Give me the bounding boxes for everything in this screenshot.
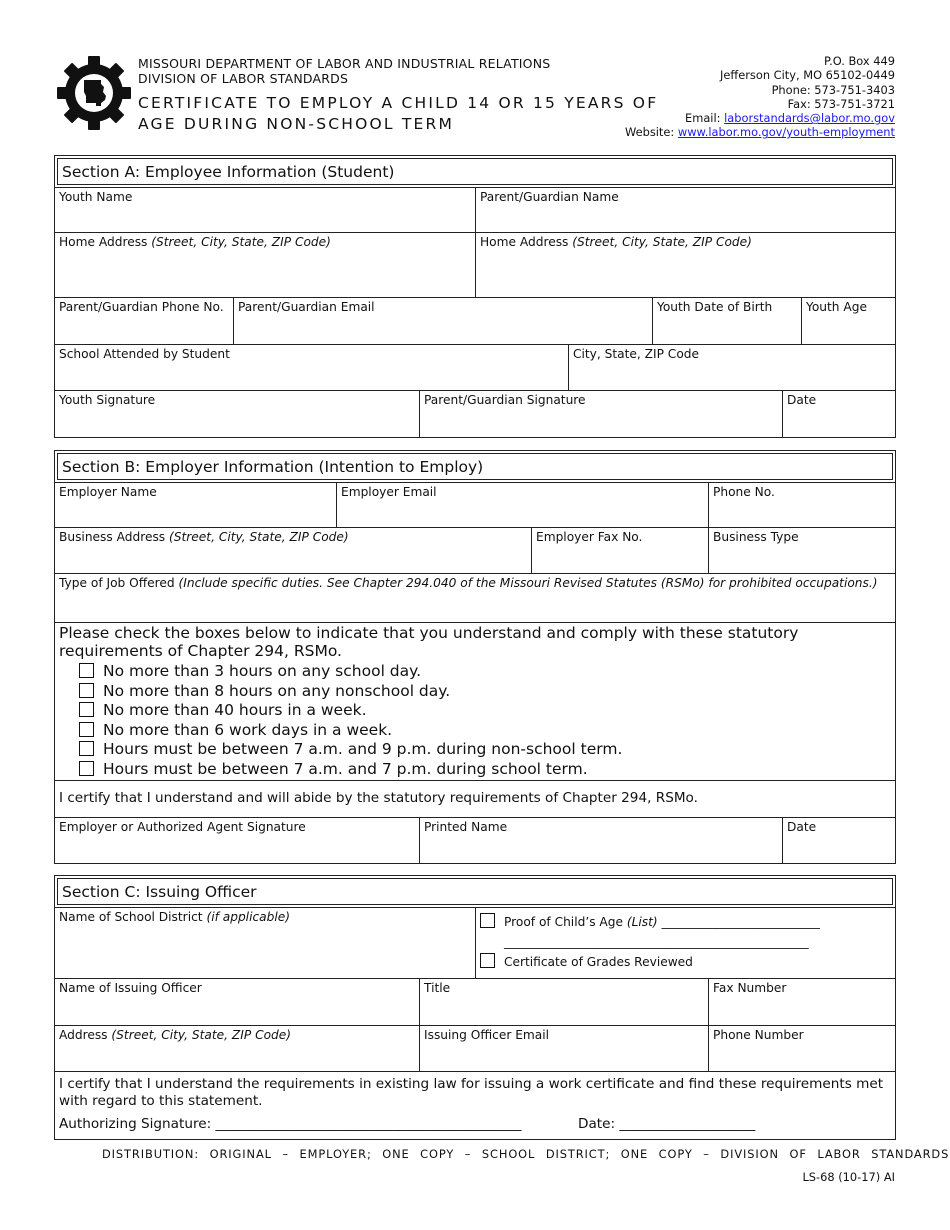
fax-text: Fax: 573-751-3721 (787, 96, 895, 111)
guardian-phone-field[interactable]: Parent/Guardian Phone No. (59, 300, 224, 314)
section-c-row (55, 1071, 895, 1139)
officer-name-field[interactable]: Name of Issuing Officer (59, 981, 202, 995)
proof-age-line: Proof of Child’s Age (List) __________________________ (480, 913, 891, 930)
agency-name (138, 56, 550, 86)
youth-address-field[interactable]: Home Address (Street, City, State, ZIP Code) (59, 235, 331, 249)
page-title: CERTIFICATE TO EMPLOY A CHILD 14 OR 15 YEARS OF AGE DURING NON-SCHOOL TERM (138, 94, 659, 133)
officer-certify-block (55, 1072, 895, 1139)
requirements-block (55, 623, 895, 780)
requirement-item (79, 721, 891, 741)
requirements-intro: Please check the boxes below to indicate that you understand and comply with these statutory requirements of Chapter 294, RSMo. (59, 624, 799, 660)
youth-signature-field[interactable]: Youth Signature (59, 393, 156, 407)
requirement-checkbox[interactable] (79, 683, 94, 698)
employer-name-field[interactable]: Employer Name (59, 485, 157, 499)
officer-fax-field[interactable]: Fax Number (708, 979, 895, 1025)
employer-email-field[interactable]: Employer Email (336, 483, 708, 527)
signature-date-field[interactable]: Date: ____________________ (578, 1116, 756, 1132)
requirement-label: No more than 6 work days in a week. (103, 720, 393, 739)
email-link[interactable]: laborstandards@labor.mo.gov (724, 111, 895, 126)
section-a-title: Section A: Employee Information (Student) (57, 158, 893, 185)
authorizing-signature-field[interactable]: Authorizing Signature: _____________________________________________ (59, 1116, 522, 1132)
school-district-field[interactable]: Name of School District (if applicable) (59, 910, 291, 924)
school-field[interactable]: School Attended by Student (59, 347, 230, 361)
gear-icon (57, 56, 131, 130)
officer-address-field[interactable]: Address (Street, City, State, ZIP Code) (59, 1028, 292, 1042)
requirement-item (79, 662, 891, 682)
section-b-title: Section B: Employer Information (Intention to Employ) (57, 453, 893, 480)
signature-line (59, 1116, 891, 1133)
department-name: MISSOURI DEPARTMENT OF LABOR AND INDUSTRIAL RELATIONS (138, 56, 551, 71)
contact-block (625, 54, 895, 140)
section-c-row (55, 907, 895, 978)
requirement-checkbox[interactable] (79, 663, 94, 678)
website-line: Website: www.labor.mo.gov/youth-employment (625, 125, 895, 140)
printed-name-field[interactable]: Printed Name (419, 818, 782, 863)
phone-text: Phone: 573-751-3403 (771, 82, 895, 97)
business-type-field[interactable]: Business Type (708, 528, 895, 573)
officer-email-field[interactable]: Issuing Officer Email (419, 1026, 708, 1071)
section-b-row (55, 573, 895, 622)
guardian-name-field[interactable]: Parent/Guardian Name (475, 188, 895, 232)
grades-reviewed-checkbox[interactable] (480, 953, 495, 968)
section-a-row (55, 297, 895, 344)
requirement-label: Hours must be between 7 a.m. and 7 p.m. during school term. (103, 759, 588, 778)
school-city-field[interactable]: City, State, ZIP Code (568, 345, 895, 390)
section-b-row (55, 482, 895, 527)
requirement-label: No more than 3 hours on any school day. (103, 662, 422, 680)
job-offered-field[interactable]: Type of Job Offered (Include specific duties. See Chapter 294.040 of the Missouri Revised Statutes (RSMo) for prohibited occupations.) (59, 576, 878, 590)
section-a-row (55, 344, 895, 390)
guardian-address-field[interactable]: Home Address (Street, City, State, ZIP Code) (475, 233, 895, 297)
requirement-checkbox[interactable] (79, 761, 94, 776)
requirement-label: Hours must be between 7 a.m. and 9 p.m. during non-school term. (103, 740, 623, 759)
youth-name-field[interactable]: Youth Name (59, 190, 133, 204)
employer-fax-field[interactable]: Employer Fax No. (531, 528, 708, 573)
section-b-header (54, 450, 896, 483)
employer-certify-text: I certify that I understand and will abide by the statutory requirements of Chapter 294, RSMo. (59, 790, 698, 806)
section-a-row (55, 232, 895, 297)
proof-age-line-2: __________________________________________________ (504, 935, 809, 949)
requirement-item (79, 760, 891, 780)
form-number: LS-68 (10-17) AI (802, 1170, 895, 1184)
section-a-header (54, 155, 896, 188)
requirement-checkbox[interactable] (79, 722, 94, 737)
city-address: Jefferson City, MO 65102-0449 (720, 68, 895, 83)
officer-title-field[interactable]: Title (419, 979, 708, 1025)
section-b-date-field[interactable]: Date (782, 818, 895, 863)
youth-dob-field[interactable]: Youth Date of Birth (652, 298, 801, 344)
section-a-row (55, 187, 895, 232)
requirement-checkbox[interactable] (79, 741, 94, 756)
employer-phone-field[interactable]: Phone No. (708, 483, 895, 527)
section-b-row (55, 780, 895, 817)
verification-block (475, 908, 895, 978)
requirement-label: No more than 8 hours on any nonschool day. (103, 681, 451, 700)
requirements-list (59, 662, 891, 780)
officer-phone-field[interactable]: Phone Number (708, 1026, 895, 1071)
section-c-header (54, 875, 896, 908)
section-a-grid (54, 187, 896, 438)
agent-signature-field[interactable]: Employer or Authorized Agent Signature (59, 820, 306, 834)
section-c-row (55, 1025, 895, 1071)
section-b-grid (54, 482, 896, 864)
requirement-checkbox[interactable] (79, 702, 94, 717)
section-c-title: Section C: Issuing Officer (57, 878, 893, 905)
section-c-grid (54, 907, 896, 1140)
department-logo (57, 56, 131, 130)
division-name: DIVISION OF LABOR STANDARDS (138, 71, 349, 86)
requirement-item (79, 701, 891, 721)
requirement-item (79, 740, 891, 760)
website-link[interactable]: www.labor.mo.gov/youth-employment (677, 125, 895, 140)
youth-age-field[interactable]: Youth Age (801, 298, 895, 344)
business-address-field[interactable]: Business Address (Street, City, State, ZIP Code) (59, 530, 349, 544)
section-b-row (55, 527, 895, 573)
requirement-item (79, 682, 891, 702)
section-a-row (55, 390, 895, 437)
guardian-email-field[interactable]: Parent/Guardian Email (233, 298, 652, 344)
section-b-row (55, 817, 895, 863)
grades-line: Certificate of Grades Reviewed (480, 953, 891, 970)
po-box: P.O. Box 449 (824, 54, 895, 68)
distribution-note: DISTRIBUTION: ORIGINAL – EMPLOYER; ONE COPY – SCHOOL DISTRICT; ONE COPY – DIVISION OF LABOR STANDARDS (102, 1147, 950, 1161)
proof-age-checkbox[interactable] (480, 913, 495, 928)
section-c-row (55, 978, 895, 1025)
guardian-signature-field[interactable]: Parent/Guardian Signature (419, 391, 782, 437)
officer-certify-text: I certify that I understand the requirements in existing law for issuing a work certificate and find these requirements met with regard to this statement. (59, 1076, 884, 1109)
email-line: Email: laborstandards@labor.mo.gov (685, 111, 895, 126)
section-b-row (55, 622, 895, 780)
section-a-date-field[interactable]: Date (782, 391, 895, 437)
requirement-label: No more than 40 hours in a week. (103, 701, 367, 720)
